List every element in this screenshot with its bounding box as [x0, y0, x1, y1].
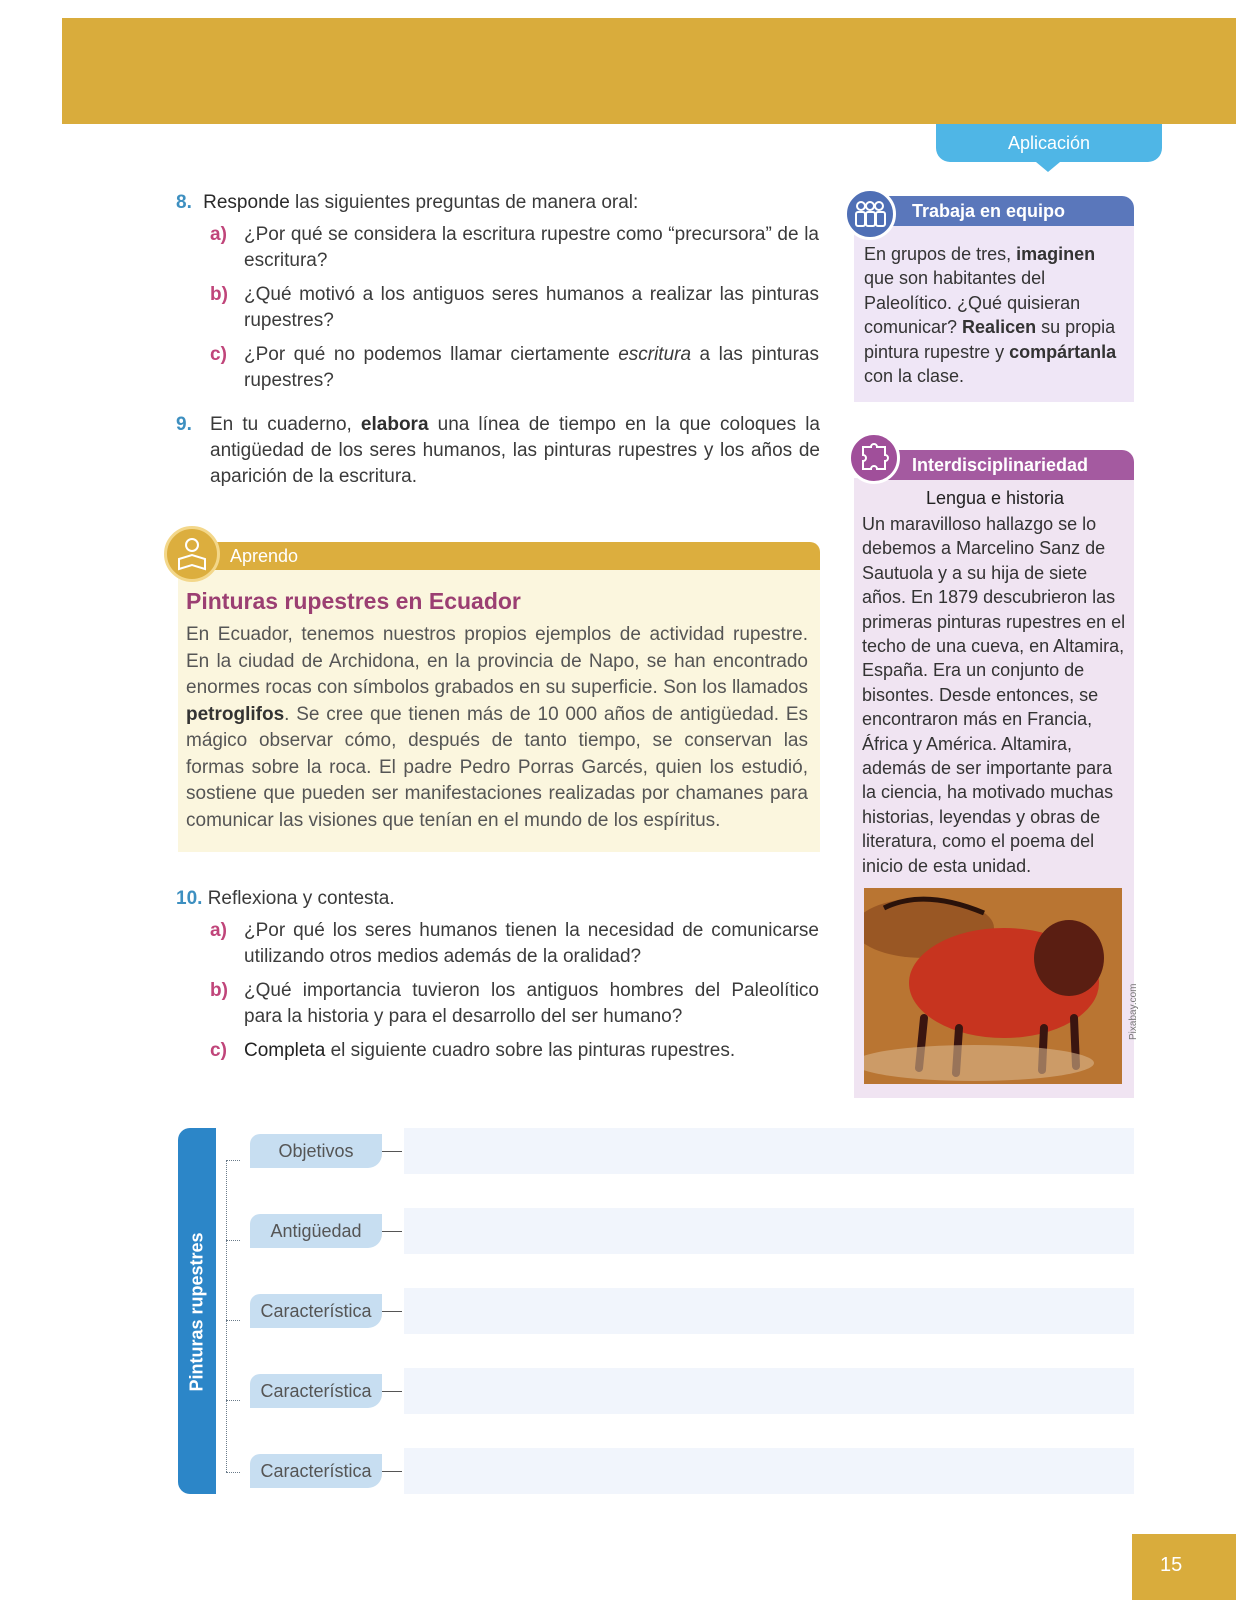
diagram-tick: [226, 1320, 240, 1322]
answer-field-antiguedad[interactable]: [404, 1208, 1134, 1254]
page-number: 15: [1132, 1534, 1236, 1600]
question-8b: [210, 282, 819, 334]
question-8c: [210, 342, 819, 394]
question-10a: [210, 918, 819, 970]
image-credit: Pixabay.com: [1128, 983, 1139, 1040]
question-10c: [210, 1038, 819, 1064]
question-10a-text: ¿Por qué los seres humanos tienen la necesidad de comunicarse utilizando otros medios además de la oralidad?: [244, 920, 819, 967]
question-8-number: 8.: [176, 192, 192, 213]
section-tab-aplicacion: Aplicación: [936, 124, 1162, 162]
question-8b-text: ¿Qué motivó a los antiguos seres humanos a realizar las pinturas rupestres?: [244, 284, 819, 331]
team-bold-1: imaginen: [1016, 244, 1096, 264]
question-8c-letter: c): [210, 344, 227, 365]
diagram-node-objetivos: Objetivos: [250, 1134, 382, 1168]
inter-subheading: Lengua e historia: [925, 488, 1065, 508]
aprendo-text: [186, 622, 808, 834]
diagram-connector: [382, 1311, 402, 1312]
question-10c-text: el siguiente cuadro sobre las pinturas rupestres.: [325, 1040, 736, 1061]
team-text-4: con la clase.: [864, 366, 965, 387]
aprendo-label: Aprendo: [230, 546, 299, 566]
question-10-lead: Reflexiona y contesta.: [202, 888, 395, 909]
diagram-tick: [226, 1472, 240, 1474]
question-10b-text: ¿Qué importancia tuvieron los antiguos hombres del Paleolítico para la historia y para el desarrollo del ser humano?: [244, 980, 819, 1027]
question-9-text-pre: En tu cuaderno,: [210, 414, 361, 435]
question-10: [176, 886, 816, 912]
diagram-connector: [382, 1151, 402, 1152]
question-10b-letter: b): [210, 980, 228, 1001]
team-text-1: En grupos de tres,: [864, 244, 1017, 264]
diagram-node-caracteristica-2: Característica: [250, 1374, 382, 1408]
question-8-verb: Responde: [203, 192, 290, 213]
team-text-2: que son habitantes del Paleolítico. ¿Qué quisieran comunicar?: [864, 268, 1081, 338]
aprendo-text-bold: petroglifos: [186, 703, 285, 725]
diagram-tree-line: [226, 1160, 228, 1472]
diagram-connector: [382, 1471, 402, 1472]
diagram-tick: [226, 1240, 240, 1242]
team-text: [864, 242, 1126, 388]
question-9-text-post: una línea de tiempo en la que coloques la antigüedad de los seres humanos, las pinturas rupestres y los años de aparición de la escritura.: [210, 414, 820, 487]
question-8-lead: las siguientes preguntas de manera oral:: [289, 192, 639, 213]
question-8b-letter: b): [210, 284, 228, 305]
diagram-node-caracteristica-3: Característica: [250, 1454, 382, 1488]
aprendo-text-post: . Se cree que tienen más de 10 000 años de antigüedad. Es mágico observar cómo, después de tanto tiempo, se conservan las formas sobre la roca. El padre Pedro Porras Garcés, quien los estudió, sostiene que pueden ser manifestaciones realizadas por chamanes para comunicar las visiones que tenían en el mundo de los espíritus.: [186, 703, 808, 831]
question-8: [176, 190, 816, 216]
question-9-number: 9.: [176, 414, 192, 435]
question-10b: [210, 978, 819, 1030]
question-8a-text: ¿Por qué se considera la escritura rupestre como “precursora” de la escritura?: [244, 224, 819, 271]
diagram-tick: [226, 1400, 240, 1402]
question-8c-text-em: escritura: [618, 344, 692, 365]
diagram-node-antiguedad: Antigüedad: [250, 1214, 382, 1248]
diagram-root-label: Pinturas rupestres: [186, 1232, 207, 1392]
answer-field-objetivos[interactable]: [404, 1128, 1134, 1174]
question-10-number: 10.: [176, 888, 203, 909]
answer-field-caracteristica-3[interactable]: [404, 1448, 1134, 1494]
inter-text: Un maravilloso hallazgo se lo debemos a Marcelino Sanz de Sautuola y a su hija de siete años. En 1879 descubrieron las primeras pinturas rupestres en el techo de una cueva, en Altamira, España. Era un conjunto de bisontes. Desde entonces, se encontraron más en Francia, África y América. Altamira, además de ser importante para la ciencia, ha motivado muchas historias, leyendas y obras de literatura, como el poema del inicio de esta unidad.: [862, 514, 1126, 876]
diagram-connector: [382, 1391, 402, 1392]
question-10c-letter: c): [210, 1040, 227, 1061]
team-text-3: su propia pintura rupestre y: [864, 317, 1116, 362]
team-heading: Trabaja en equipo: [864, 196, 1134, 226]
group-of-people-icon: [844, 188, 896, 240]
team-bold-3: compártanla: [1009, 341, 1117, 362]
top-color-band: [62, 18, 1236, 124]
puzzle-icon: [848, 432, 900, 484]
answer-field-caracteristica-1[interactable]: [404, 1288, 1134, 1334]
question-9: [176, 412, 820, 490]
diagram-connector: [382, 1231, 402, 1232]
team-bold-2: Realicen: [962, 317, 1037, 338]
answer-field-caracteristica-2[interactable]: [404, 1368, 1134, 1414]
inter-heading: Interdisciplinariedad: [864, 450, 1134, 480]
question-10a-letter: a): [210, 920, 227, 941]
question-8a-letter: a): [210, 224, 227, 245]
question-9-verb: elabora: [360, 414, 429, 435]
question-8c-text-pre: ¿Por qué no podemos llamar ciertamente: [244, 344, 619, 365]
bison-cave-painting-image: [864, 888, 1122, 1084]
aprendo-text-pre: En Ecuador, tenemos nuestros propios ejemplos de actividad rupestre. En la ciudad de Archidona, en la provincia de Napo, se han encontrado enormes rocas con símbolos grabados en su superficie. Son los llamados: [186, 624, 808, 698]
question-8c-text-post: a las pinturas rupestres?: [244, 344, 819, 391]
question-8a: [210, 222, 819, 274]
book-reader-icon: [164, 526, 220, 582]
diagram-tick: [226, 1160, 240, 1162]
diagram-node-caracteristica-1: Característica: [250, 1294, 382, 1328]
aprendo-title: Pinturas rupestres en Ecuador: [186, 588, 521, 614]
question-10c-verb: Completa: [244, 1040, 326, 1061]
